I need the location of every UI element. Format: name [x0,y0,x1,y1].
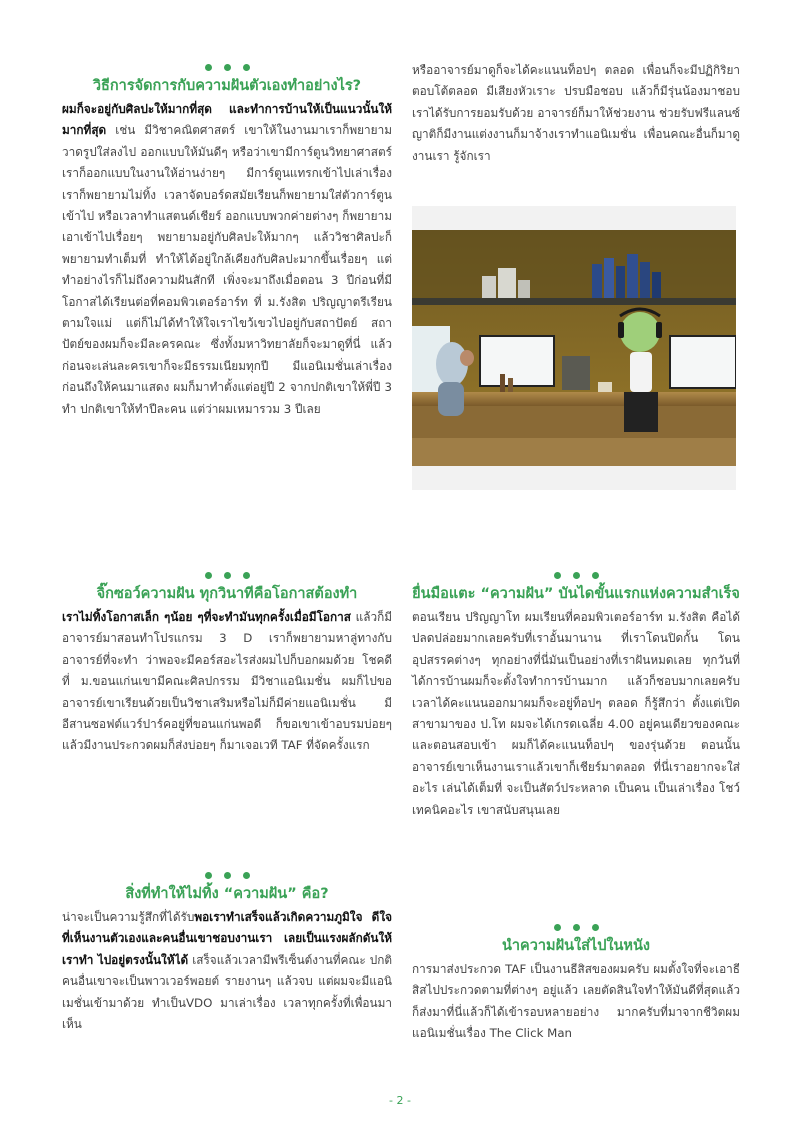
office-scene-illustration [412,206,736,490]
section-body: หรืออาจารย์มาดูก็จะได้คะแนนท็อปๆ ตลอด เพื่อนก็จะมีปฏิกิริยาตอบโต้ตลอด มีเสียงหัวเราะ ปรบมือชอบ แล้วก็มีรุ่นน้องมาชอบ เราได้รับการยอมรับด้วย อาจารย์ก็มาให้ช่วยงาน ช่วยรับฟรีแลนซ์ ญาติก็มีงานแต่งงานก็มาจ้างเราทำแอนิเมชั่น เพื่อนคณะอื่นก็มาดูงานเรา รู้จักเรา [412,63,740,163]
section-heading: จิ๊กซอว์ความฝัน ทุกวินาทีคือโอกาสต้องทำ [96,586,358,602]
section-heading: สิ่งที่ทำให้ไม่ทิ้ง “ความฝัน” คือ? [125,886,329,902]
section-divider-dots [62,56,392,70]
animation-still-image [412,206,736,490]
section-divider-dots [62,564,392,578]
body-text: น่าจะเป็นความรู้สึกที่ได้รับ [62,910,195,924]
emphasis-text: ผมก็จะอยู่กับศิลปะให้มากที่สุด และทำการบ้านให้เป็นแนวนั้นให้มากที่สุด [62,102,392,138]
section-body [62,607,392,757]
section-continued [412,60,740,167]
section-dream-in-film [412,916,740,1045]
section-keep-dream [62,864,392,1035]
body-text: แล้วก็มีอาจารย์มาสอนทำโปรแกรม 3 D เราก็พยายามหาลู่ทางกับอาจารย์ที่จะทำ ว่าพอจะมีคอร์สอะไรส่งผมไปก็บอกผมด้วย โชคดีที่ ม.ขอนแก่นเขามีคณะศิลปกรรม มีวิชาแอนิเมชั่น ผมก็ไปขออาจารย์เขาเรียนด้วยเป็นวิชาเสริมหรือไม่ก็มีค่ายแอนิเมชั่น มีอีสานซอฟต์แวร์ปาร์คอยู่ที่ขอนแก่นพอดี ก็ขอเขาเข้าอบรมบ่อยๆ แล้วมีงานประกวดผมก็ส่งบ่อยๆ ก็มาเจอเวที TAF ที่จัดครั้งแรก [62,610,392,753]
section-body: การมาส่งประกวด TAF เป็นงานธีสิสของผมครับ ผมตั้งใจที่จะเอาธีสิสไปประกวดตามที่ต่างๆ อยู่แล้ว เลยตัดสินใจทำให้มันดีที่สุดแล้วก็ส่งมาที่นี่แล้วก็ได้เข้ารอบหลายอย่าง มากครับที่มาจากชีวิตผม แอนิเมชั่นเรื่อง The Click Man [412,962,740,1041]
emphasis-text: พอเราทำเสร็จแล้วเกิดความภูมิใจ ดีใจที่เห็นงานตัวเองและคนอื่นเขาชอบงานเรา เลยเป็นแรงผลักดันให้เราทำ ไปอยู่ตรงนั้นให้ได้ [62,910,392,967]
section-body [62,907,392,1035]
section-body [62,99,392,420]
section-body: ตอนเรียน ปริญญาโท ผมเรียนที่คอมพิวเตอร์อาร์ท ม.รังสิต คือได้ปลดปล่อยมากเลยครับที่เราอั้นมานาน ที่เราโดนปิดกั้น โดนอุปสรรคต่างๆ ทุกอย่างที่นี่มันเป็นอย่างที่เราฝันหมดเลย ทุกวันที่ได้การบ้านผมก็จะตั้งใจทำการบ้านมาก แล้วก็ชอบมากเลยครับ เวลาได้คะแนนออกมาผมก็จะอยู่ท็อปๆ ตลอด ก็รู้สึกว่า ตั้งแต่เปิดสาขามาของ ป.โท ผมจะได้เกรดเฉลี่ย 4.00 อยู่คนเดียวของคณะ และตอนสอบเข้า ผมก็ได้คะแนนท็อปๆ ของรุ่นด้วย ตอนนั้นอาจารย์เขาเห็นงานเราแล้วเขาก็เชียร์มาตลอด ที่นี่เราอยากจะใส่อะไร เล่นได้เต็มที่ จะเป็นสัตว์ประหลาด เป็นคน เป็นเล่าเรื่อง โชว์เทคนิคอะไร เขาสนับสนุนเลย [412,610,740,817]
section-heading: วิธีการจัดการกับความฝันตัวเองทำอย่างไร? [92,78,362,94]
section-divider-dots [412,564,740,578]
section-jigsaw-dream [62,564,392,757]
body-text: เช่น มีวิชาคณิตศาสตร์ เขาให้ในงานมาเราก็พยายามวาดรูปใส่ลงไป ออกแบบให้มันดีๆ หรือว่าเขามีการ์ตูนวิทยาศาสตร์เราก็ออกแบบในงานให้อ่านง่ายๆ มีการ์ตูนแทรกเข้าไปเล่าเรื่อง เราก็พยายามไม่ทิ้ง เวลาจัดบอร์ดสมัยเรียนก็พยายามใส่ตัวการ์ตูนเข้าไป หรือเวลาทำแสตนด์เชียร์ ออกแบบพวกค่ายต่างๆ ก็พยายามเอาเข้าไปเรื่อยๆ พยายามอยู่กับศิลปะให้มากๆ แล้ววิชาศิลปะก็พยายามทำเต็มที่ ทำให้ได้อยู่ใกล้เคียงกับศิลปะมากขึ้นเรื่อยๆ แต่ทำอย่างไรก็ไม่ถึงความฝันสักที เพิ่งจะมาถึงเมื่อตอน 3 ปีก่อนที่มีโอกาสได้เรียนต่อที่คอมพิวเตอร์อาร์ท ที่ ม.รังสิต ปริญญาตรีเรียนตามใจแม่ แต่ก็ไม่ได้ทำให้ใจเราไขว้เขวไปอยู่กับสถาปัตย์ สถาปัตย์ของผมก็จะมีละครคณะ ซึ่งทั้งมหาวิทยาลัยก็จะมาดูที่นี่ แล้วก่อนจะเล่นละครเขาก็จะมีธรรมเนียมทุกปี มีแอนิเมชั่นเล่าเรื่องก่อนถึงให้คนมาแสดง ผมก็มาทำตั้งแต่อยู่ปี 2 จากปกติเขาให้พี่ปี 3 ทำ ปกติเขาให้ทำปีละคน แต่ว่าผมเหมารวม 3 ปีเลย [62,123,392,416]
section-heading: ยื่นมือแตะ “ความฝัน” บันไดขั้นแรกแห่งความสำเร็จ [412,586,740,602]
body-text: เสร็จแล้วเวลามีพรีเซ็นต์งานที่คณะ ปกติคนอื่นเขาจะเป็นพาวเวอร์พอยต์ รายงานๆ แล้วจบ แต่ผมจะมีแอนิเมชั่นเข้ามาด้วย ทำเป็นVDO มาเล่าเรื่อง เวลาทุกครั้งที่เพื่อนมาเห็น [62,952,393,1032]
section-divider-dots [412,916,740,930]
emphasis-text: เราไม่ทิ้งโอกาสเล็ก ๆน้อย ๆที่จะทำมันทุกครั้งเมื่อมีโอกาส [62,610,351,624]
section-heading: นำความฝันใส่ไปในหนัง [502,938,650,954]
section-first-step [412,564,740,821]
page-number: - 2 - [389,1094,411,1107]
section-manage-dream [62,56,392,420]
section-divider-dots [62,864,392,878]
